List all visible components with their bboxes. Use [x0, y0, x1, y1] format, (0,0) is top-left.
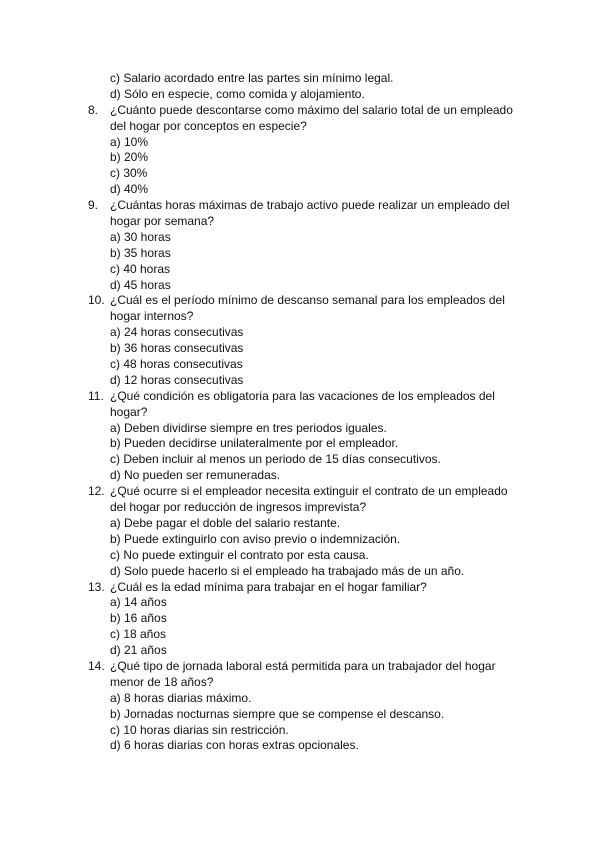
- question-text-continued: hogar?: [110, 404, 148, 419]
- option-line: c) No puede extinguir el contrato por esta causa.: [110, 547, 369, 562]
- question-number: 14.: [88, 658, 105, 673]
- option-line: b) 35 horas: [110, 245, 171, 260]
- option-line: b) 36 horas consecutivas: [110, 341, 244, 356]
- option-line: a) 8 horas diarias máximo.: [110, 690, 252, 705]
- option-line: d) No pueden ser remuneradas.: [110, 468, 281, 483]
- question-number: 8.: [88, 102, 99, 117]
- option-line: b) Puede extinguirlo con aviso previo o indemnización.: [110, 531, 401, 546]
- question-line: [88, 659, 528, 675]
- option-line: d) Sólo en especie, como comida y alojamiento.: [110, 86, 365, 101]
- question-text-continued: hogar internos?: [110, 309, 194, 324]
- question-text: ¿Qué tipo de jornada laboral está permitida para un trabajador del hogar: [110, 658, 496, 673]
- option-line: a) 24 horas consecutivas: [110, 325, 244, 340]
- option-line: d) 21 años: [110, 643, 167, 658]
- question-text: ¿Qué ocurre si el empleador necesita extinguir el contrato de un empleado: [110, 484, 508, 499]
- question-text: ¿Cuál es el período mínimo de descanso semanal para los empleados del: [110, 293, 505, 308]
- question-text-continued: hogar por semana?: [110, 214, 215, 229]
- question-number: 12.: [88, 484, 105, 499]
- question-text: ¿Cuántas horas máximas de trabajo activo puede realizar un empleado del: [110, 198, 510, 213]
- question-text-continued: del hogar por conceptos en especie?: [110, 118, 307, 133]
- option-line: c) Salario acordado entre las partes sin mínimo legal.: [110, 71, 394, 85]
- option-line: c) 30%: [110, 166, 148, 181]
- option-line: a) Deben dividirse siempre en tres periodos iguales.: [110, 420, 387, 435]
- question-line: [88, 103, 528, 119]
- question-line: [88, 389, 528, 405]
- option-line: b) 20%: [110, 150, 149, 165]
- option-line: d) Solo puede hacerlo si el empleado ha trabajado más de un año.: [110, 563, 465, 578]
- option-line: a) 14 años: [110, 595, 167, 610]
- option-line: d) 6 horas diarias con horas extras opcionales.: [110, 738, 359, 753]
- option-line: a) 30 horas: [110, 229, 171, 244]
- question-number: 10.: [88, 293, 105, 308]
- question-line: [88, 198, 528, 214]
- option-line: b) Pueden decidirse unilateralmente por el empleador.: [110, 436, 399, 451]
- question-text: ¿Cuánto puede descontarse como máximo del salario total de un empleado: [110, 102, 513, 117]
- question-line: [88, 580, 528, 596]
- option-line: c) 18 años: [110, 627, 167, 642]
- option-line: c) 48 horas consecutivas: [110, 357, 243, 372]
- option-line: c) 40 horas: [110, 261, 171, 276]
- question-number: 9.: [88, 198, 99, 213]
- option-line: a) Debe pagar el doble del salario restante.: [110, 515, 341, 530]
- option-line: c) 10 horas diarias sin restricción.: [110, 722, 289, 737]
- question-text: ¿Qué condición es obligatoria para las vacaciones de los empleados del: [110, 388, 495, 403]
- question-text-continued: del hogar por reducción de ingresos imprevista?: [110, 500, 367, 515]
- option-line: d) 40%: [110, 182, 149, 197]
- question-number: 11.: [88, 388, 104, 403]
- option-line: c) Deben incluir al menos un periodo de 15 días consecutivos.: [110, 452, 441, 467]
- question-number: 13.: [88, 579, 105, 594]
- option-line: a) 10%: [110, 134, 149, 149]
- question-text-continued: menor de 18 años?: [110, 674, 214, 689]
- option-line: d) 12 horas consecutivas: [110, 372, 244, 387]
- question-line: [88, 293, 528, 309]
- option-line: b) 16 años: [110, 611, 167, 626]
- question-text: ¿Cuál es la edad mínima para trabajar en el hogar familiar?: [110, 579, 427, 594]
- question-line: [88, 484, 528, 500]
- option-line: b) Jornadas nocturnas siempre que se compense el descanso.: [110, 706, 445, 721]
- question-list: [88, 71, 528, 754]
- option-line: d) 45 horas: [110, 277, 171, 292]
